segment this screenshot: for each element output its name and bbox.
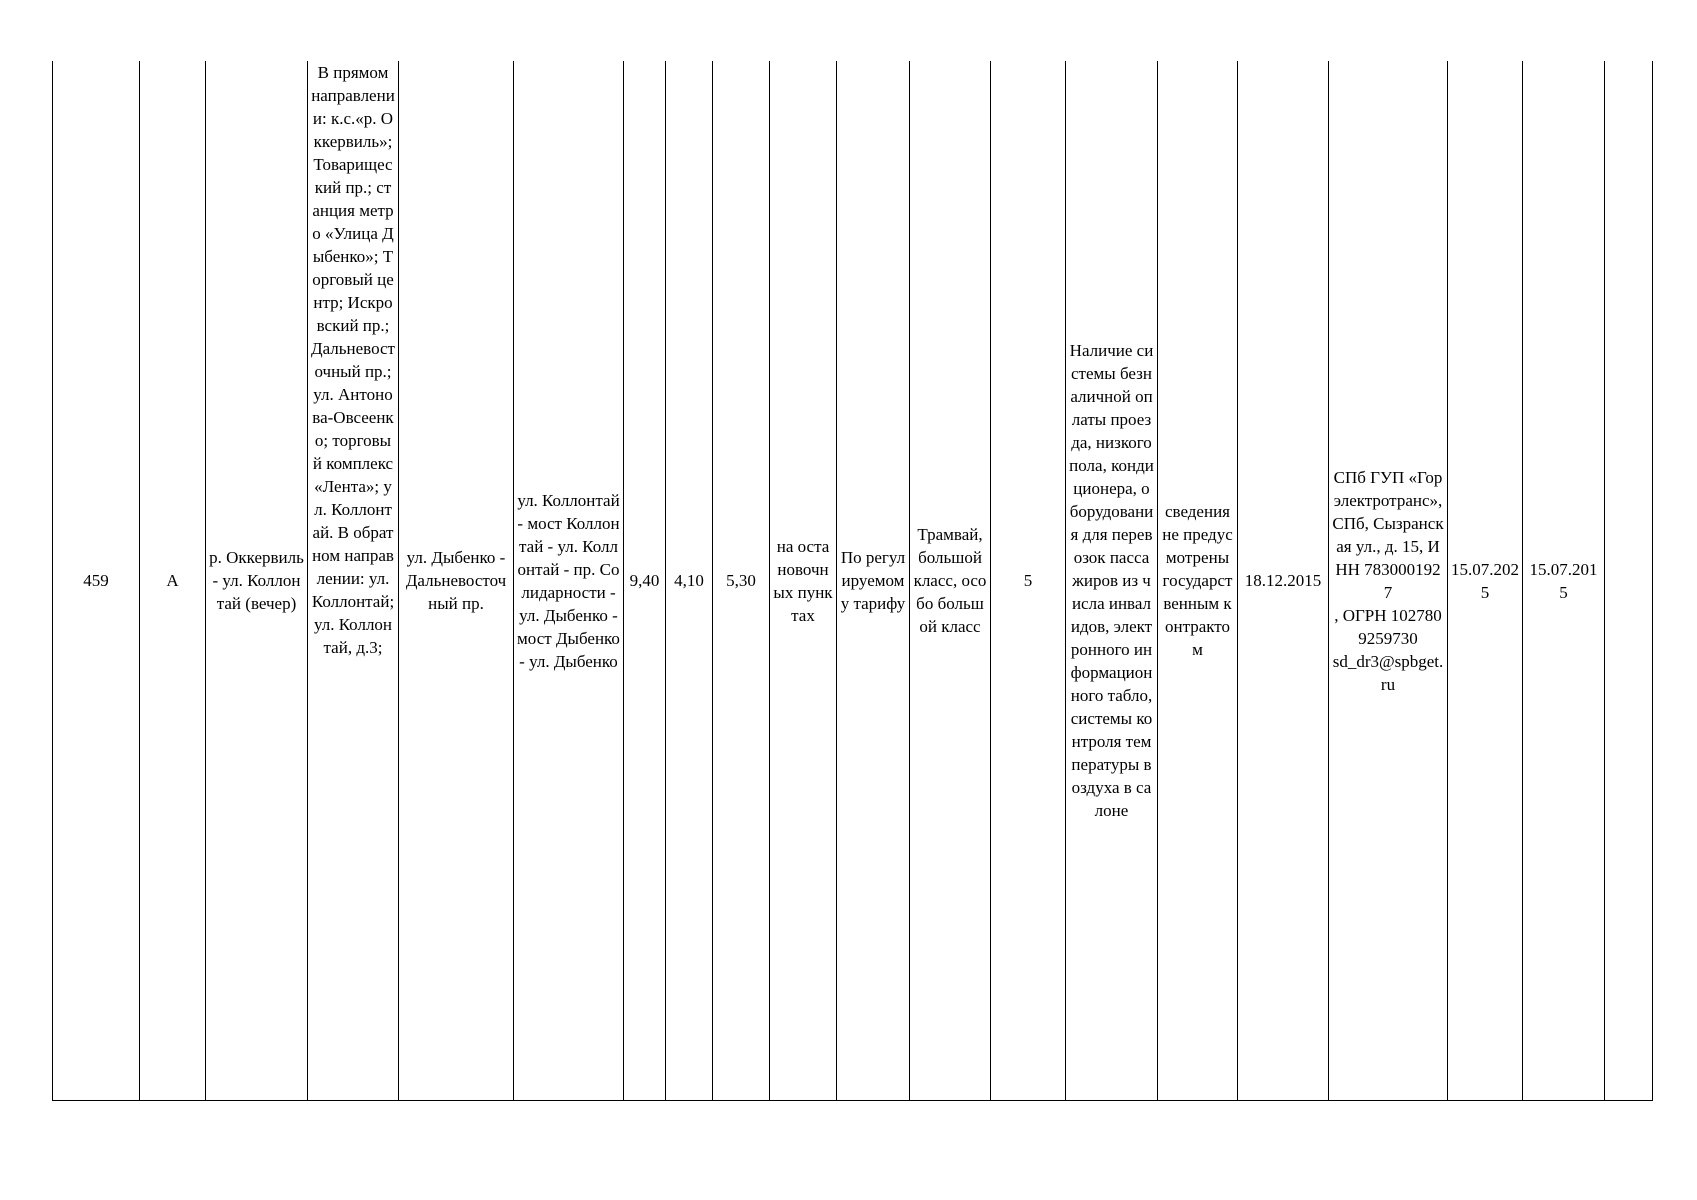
extra-cell (1605, 61, 1653, 1101)
length-forward-cell: 9,40 (624, 61, 666, 1101)
route-letter-cell: А (140, 61, 206, 1101)
carrier-email: sd_dr3@spbget.ru (1332, 651, 1444, 694)
length-total-cell: 5,30 (713, 61, 770, 1101)
start-date-cell: 18.12.2015 (1238, 61, 1329, 1101)
carrier-ogrn: , ОГРН 1027809259730 (1334, 605, 1442, 648)
vehicle-features-cell: Наличие системы безналичной оплаты проезда, низкого пола, кондиционера, оборудования для перевозок пассажиров из числа инвалидов, электронного информационного табло, системы контроля температуры воздуха в салоне (1066, 61, 1158, 1101)
tariff-cell: По регулируемому тарифу (837, 61, 910, 1101)
register-table (52, 61, 1653, 1101)
route-number-cell: 459 (53, 61, 140, 1101)
boarding-order-cell: на остановочных пунктах (770, 61, 837, 1101)
vehicle-count-cell: 5 (991, 61, 1066, 1101)
route-name-cell: р. Оккервиль - ул. Коллонтай (вечер) (206, 61, 308, 1101)
carrier-cell (1329, 61, 1448, 1101)
route-stops-cell: В прямом направлении: к.с.«р. Оккервиль»; Товарищеский пр.; станция метро «Улица Дыбенко»; Торговый центр; Искровский пр.; Дальневосточный пр.; ул. Антонова-Овсеенко; торговый комплекс «Лента»; ул. Коллонтай. В обратном направлении: ул. Коллонтай; ул. Коллонтай, д.3; (308, 61, 399, 1101)
vehicle-type-cell: Трамвай, большой класс, особо большой класс (910, 61, 991, 1101)
contract-info-cell: сведения не предусмотрены государственным контрактом (1158, 61, 1238, 1101)
date-b-cell: 15.07.2015 (1523, 61, 1605, 1101)
date-a-cell: 15.07.2025 (1448, 61, 1523, 1101)
carrier-name: СПб ГУП «Горэлектротранс», СПб, Сызранская ул., д. 15, ИНН 7830001927 (1332, 467, 1444, 602)
streets-backward-cell: ул. Коллонтай - мост Коллонтай - ул. Коллонтай - пр. Солидарности - ул. Дыбенко - мост Дыбенко - ул. Дыбенко (514, 61, 624, 1101)
table-row (53, 61, 1653, 1101)
length-backward-cell: 4,10 (666, 61, 713, 1101)
streets-forward-cell: ул. Дыбенко - Дальневосточный пр. (399, 61, 514, 1101)
